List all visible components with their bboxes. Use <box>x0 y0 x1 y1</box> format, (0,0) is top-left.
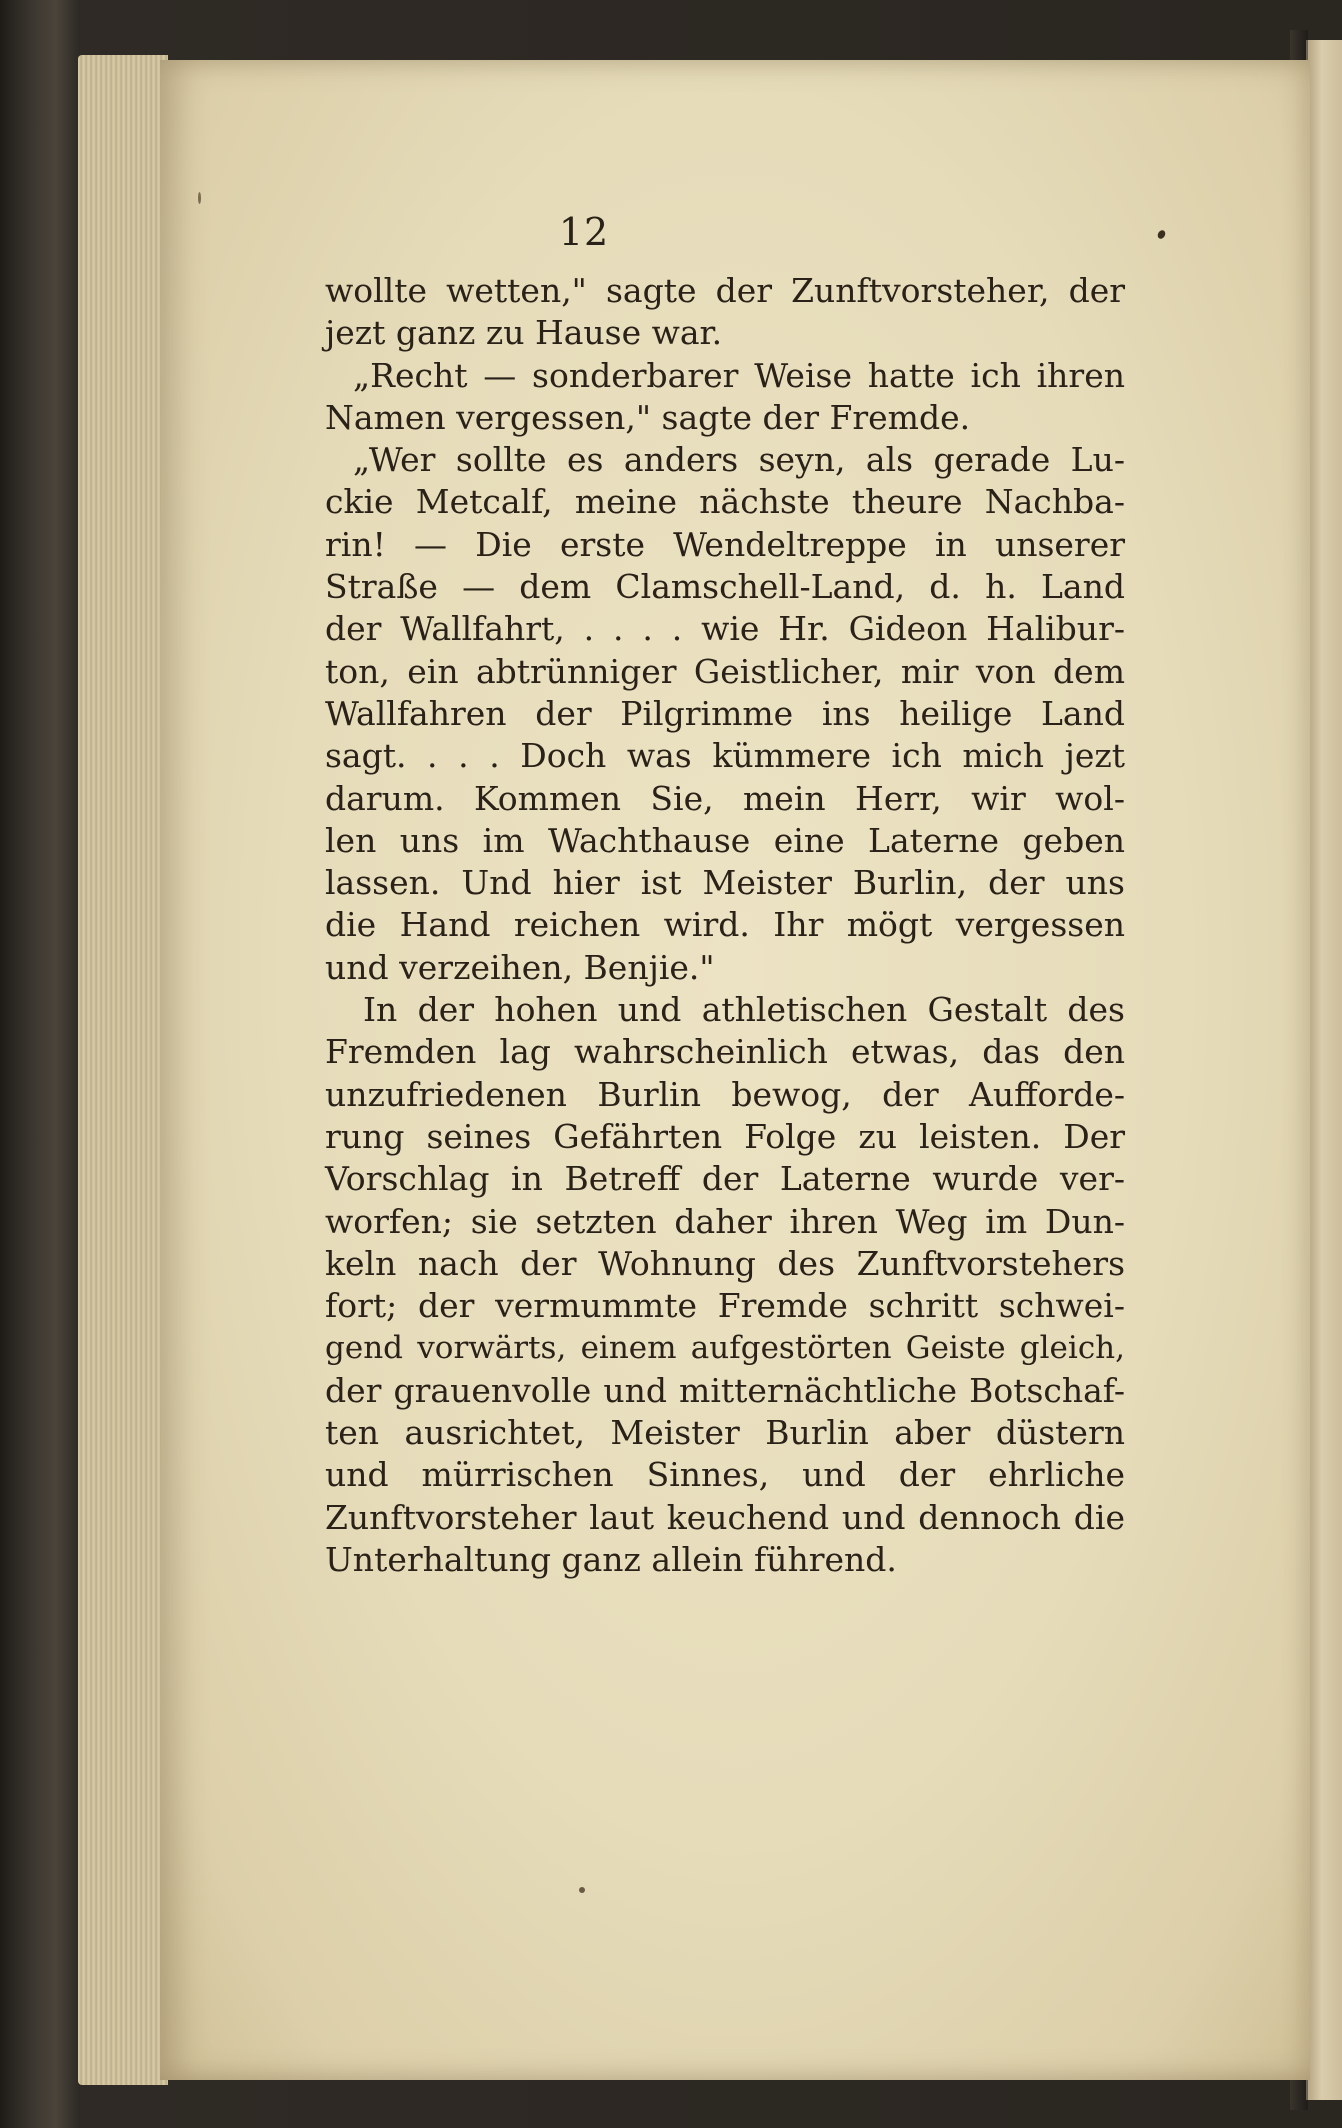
text-line: rung seines Gefährten Folge zu leisten. Der <box>325 1116 1125 1156</box>
text-line: Straße — dem Clamschell-Land, d. h. Land <box>325 567 1125 607</box>
text-line: darum. Kommen Sie, mein Herr, wir wol- <box>325 778 1125 818</box>
text-line: ton, ein abtrünniger Geistlicher, mir von dem <box>325 651 1125 691</box>
text-line: Vorschlag in Betreff der Laterne wurde ver- <box>325 1159 1125 1199</box>
text-line: der Wallfahrt, . . . . wie Hr. Gideon Halibur- <box>325 609 1125 649</box>
book-cover-edge <box>0 0 80 2128</box>
text-line: die Hand reichen wird. Ihr mögt vergessen <box>325 905 1125 945</box>
text-line: unzufriedenen Burlin bewog, der Aufforde- <box>325 1074 1125 1114</box>
page-number: 12 <box>558 210 610 254</box>
ink-speck <box>579 1887 585 1893</box>
text-line: wollte wetten," sagte der Zunftvorsteher, der <box>325 271 1125 310</box>
text-line: rin! — Die erste Wendeltreppe in unserer <box>325 524 1125 564</box>
text-line: ckie Metcalf, meine nächste theure Nachba- <box>325 482 1125 522</box>
ink-speck <box>198 192 201 204</box>
facing-page-edge <box>1306 40 1342 2100</box>
text-line: gend vorwärts, einem aufgestörten Geiste gleich, <box>325 1330 1125 1367</box>
text-line: „Recht — sonderbarer Weise hatte ich ihren <box>353 355 1125 395</box>
text-line: fort; der vermummte Fremde schritt schwei- <box>325 1286 1125 1326</box>
text-line: In der hohen und athletischen Gestalt des <box>363 990 1125 1030</box>
text-line: und verzeihen, Benjie." <box>325 947 715 987</box>
text-line: lassen. Und hier ist Meister Burlin, der uns <box>325 863 1125 903</box>
text-line: der grauenvolle und mitternächtliche Botschaf- <box>325 1370 1125 1410</box>
text-line: sagt. . . . Doch was kümmere ich mich jezt <box>325 736 1125 776</box>
text-line: Zunftvorsteher laut keuchend und dennoch die <box>325 1497 1125 1537</box>
text-line: Fremden lag wahrscheinlich etwas, das den <box>325 1032 1125 1072</box>
text-line: Wallfahren der Pilgrimme ins heilige Land <box>325 693 1125 733</box>
text-line: „Wer sollte es anders seyn, als gerade Lu- <box>353 440 1125 480</box>
text-line: und mürrischen Sinnes, und der ehrliche <box>325 1455 1125 1495</box>
text-line: Namen vergessen," sagte der Fremde. <box>325 397 971 437</box>
text-line: Unterhaltung ganz allein führend. <box>325 1539 897 1579</box>
page-stack-edges <box>78 55 168 2085</box>
text-line: len uns im Wachthause eine Laterne geben <box>325 820 1125 860</box>
text-line: jezt ganz zu Hause war. <box>325 313 723 353</box>
text-line: ten ausrichtet, Meister Burlin aber düstern <box>325 1413 1125 1453</box>
text-line: keln nach der Wohnung des Zunftvorstehers <box>325 1243 1125 1283</box>
body-text <box>325 270 1125 1581</box>
text-line: worfen; sie setzten daher ihren Weg im Dun- <box>325 1201 1125 1241</box>
